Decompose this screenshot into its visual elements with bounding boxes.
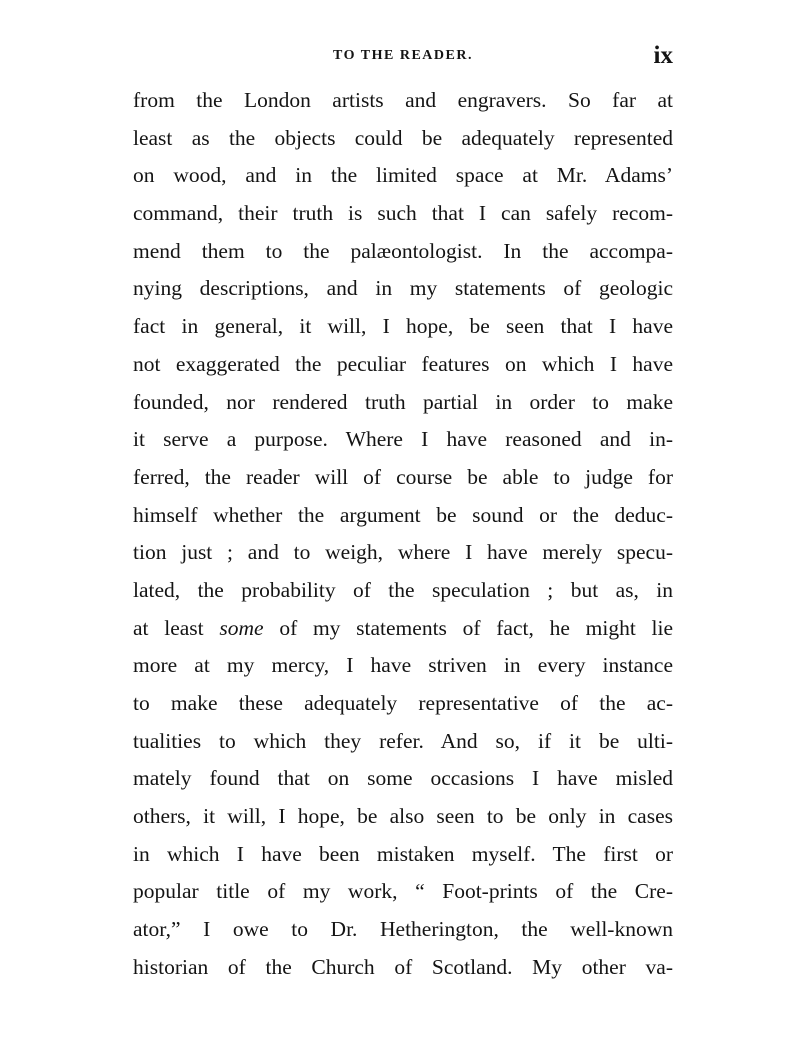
text-line: fact in general, it will, I hope, be seen that I have (133, 314, 673, 339)
text-line: it serve a purpose. Where I have reasoned and in- (133, 427, 673, 452)
text-line: mend them to the palæontologist. In the accompa- (133, 238, 673, 263)
text-line: ator,” I owe to Dr. Hetherington, the well-known (133, 917, 673, 942)
text-segment: of my statements of fact, he might lie (279, 615, 674, 640)
text-segment: at least (133, 615, 204, 640)
text-line-with-italic (133, 610, 673, 648)
text-line: in which I have been mistaken myself. The first or (133, 841, 673, 866)
text-line: to make these adequately representative of the ac- (133, 691, 673, 715)
text-line: tion just ; and to weigh, where I have merely specu- (133, 540, 673, 565)
italic-emphasis: some (219, 615, 264, 640)
text-line: from the London artists and engravers. So far at (133, 88, 673, 112)
text-line: ferred, the reader will of course be able to judge for (133, 464, 673, 489)
text-line: tualities to which they refer. And so, if it be ulti- (133, 728, 673, 753)
text-line: mately found that on some occasions I have misled (133, 766, 673, 791)
text-line: lated, the probability of the speculation ; but as, in (133, 577, 673, 602)
text-line: more at my mercy, I have striven in every instance (133, 653, 673, 678)
text-line: founded, nor rendered truth partial in order to make (133, 389, 673, 414)
text-line: nying descriptions, and in my statements of geologic (133, 276, 673, 301)
body-text (133, 82, 673, 987)
running-title: TO THE READER. (333, 48, 473, 63)
text-line: not exaggerated the peculiar features on which I have (133, 351, 673, 376)
text-line: himself whether the argument be sound or the deduc- (133, 502, 673, 527)
running-head (133, 42, 673, 72)
text-line: on wood, and in the limited space at Mr. Adams’ (133, 163, 673, 188)
page-number: ix (653, 42, 673, 69)
text-line: least as the objects could be adequately represented (133, 125, 673, 150)
text-line: command, their truth is such that I can safely recom- (133, 201, 673, 226)
text-line: historian of the Church of Scotland. My other va- (133, 954, 673, 979)
text-line: others, it will, I hope, be also seen to be only in cases (133, 804, 673, 829)
text-line: popular title of my work, “ Foot-prints of the Cre- (133, 879, 673, 904)
